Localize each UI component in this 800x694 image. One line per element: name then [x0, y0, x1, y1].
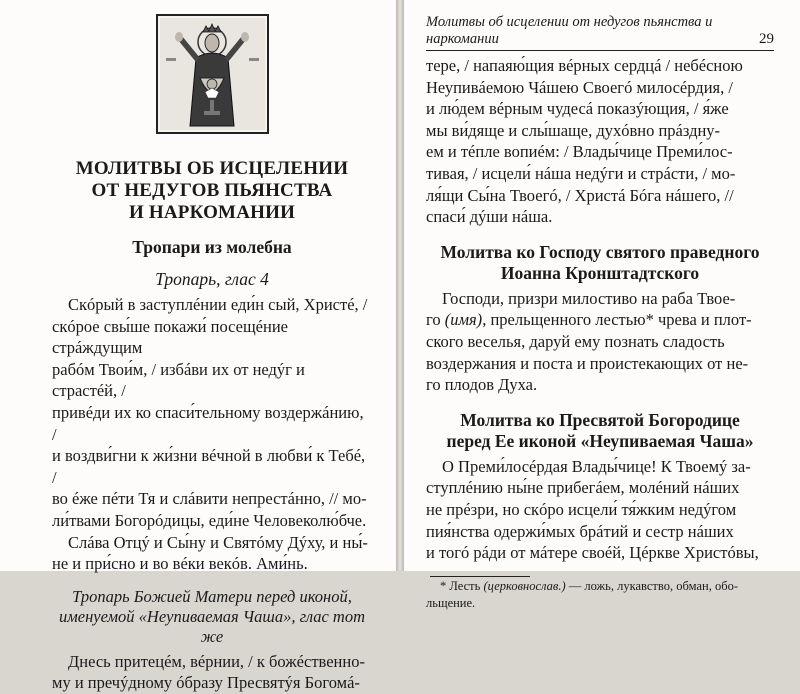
text-line: мы ви́дяще и слы́шаще, дуxóвно прáздну- [426, 120, 721, 140]
text-line: ем и тéпле вопиéм: / Влады́чице Преми́лос- [426, 142, 733, 162]
text-line [426, 331, 774, 353]
page-number: 29 [759, 31, 774, 47]
text-line [426, 288, 774, 310]
heading-line: именуемой «Неупиваемая Чаша», глас тот же [59, 606, 365, 646]
text-line: не и при́сно и во вéки векóв. Ами́нь. [52, 554, 308, 574]
footnote-text: — ложь, лукавство, обман, обо- [568, 578, 739, 593]
heading-line: Молитва ко Пресвятой Богородице [460, 409, 740, 430]
section-subtitle: Тропари из молебна [132, 237, 292, 257]
text-line: му и пречýдному óбразу Пресвятýя Богомá- [52, 673, 360, 693]
title-line: МОЛИТВЫ ОБ ИСЦЕЛЕНИИ [75, 158, 349, 179]
running-head [426, 14, 774, 51]
text-line: рабóм Твои́м, / избáви их от недýг и страстéй, / [52, 359, 305, 401]
icon-image [156, 14, 269, 134]
footnote-separator [430, 576, 530, 577]
footnote-line2: льщение. [426, 595, 476, 610]
text-line: тере, / напаяю́щия вéрных сердцá / небéсною [426, 56, 743, 75]
prayer1-title [426, 242, 774, 284]
text-line: не прéзри, но скóро исцели́ тя́жким недýгом [426, 499, 737, 519]
troparion2-text [52, 651, 372, 694]
text-line: во éже пéти Тя и слáвити непрестáнно, // мо- [52, 489, 367, 509]
heading-line: Иоанна Кронштадтского [500, 262, 700, 283]
title-line: ОТ НЕДУГОВ ПЬЯНСТВА [91, 180, 333, 201]
heading-line: Молитва ко Господу святого праведного [440, 241, 760, 262]
footnote [426, 579, 774, 594]
text-line: ли́твами Богорóдицы, еди́не Человеколю́бче. [52, 510, 367, 530]
text-line: тивая, / исцели́ нáша недýги и стрáсти, / мо- [426, 163, 736, 183]
footnote-italic: (церковнослав.) [483, 578, 566, 593]
text-line: Слáва Отцý и Сы́ну и Святóму Дýху, и ны́- [68, 532, 368, 552]
left-page [0, 0, 396, 693]
text-line [426, 374, 774, 396]
prayer2-title [426, 410, 774, 452]
text-line [426, 353, 774, 375]
text-line: и лю́дем вéрным чудесá показýющия, / я́же [426, 99, 729, 119]
text-span: ского веселья, даруй ему познать сладость [426, 331, 725, 351]
prayer2-text [426, 456, 774, 564]
troparion-tone-heading: Тропарь, глас 4 [155, 269, 269, 289]
text-line: ля́щи Сы́на Твоегó, / Христá Бóга нáшего, // [426, 185, 734, 205]
text-line [426, 309, 774, 331]
name-placeholder: (имя) [444, 310, 483, 330]
troparion2-heading [52, 587, 372, 647]
heading-line: перед Ее иконой «Неупиваемая Чаша» [446, 430, 754, 451]
text-line: привéди их ко спаси́тельному воздержáнию, / [52, 402, 364, 444]
text-line: и воздви́гни к жи́зни вéчной в любви́ к Тебé, / [52, 446, 366, 487]
troparion-text [52, 294, 372, 575]
right-page [404, 0, 800, 610]
text-span: Господи, призри милостиво на раба Твое- [442, 288, 736, 308]
troparion2-continuation [426, 55, 774, 228]
text-span: го плодов Духа. [426, 375, 538, 395]
text-line: и тогó рáди от мáтере своéй, Цéркве Христóвы, [426, 543, 759, 563]
text-span: го [426, 310, 445, 330]
text-span: , прельщенного лестью* чрева и плот- [482, 310, 752, 330]
text-line: спаси́ дýши нáша. [426, 207, 553, 227]
text-span: воздержания и поста и проистекающих от не- [426, 353, 749, 373]
text-line: ступлéнию ны́не прибегáем, молéний нáших [426, 478, 740, 498]
book-gutter [396, 0, 404, 571]
theotokos-icon [160, 18, 265, 130]
title-line: И НАРКОМАНИИ [128, 202, 296, 223]
text-line: Скóрый в заступлéнии еди́н сый, Христé, / [68, 295, 368, 314]
prayer1-text [426, 288, 774, 396]
text-line: Днесь притецéм, вéрнии, / к божéственно- [68, 651, 365, 671]
heading-line: Тропарь Божией Матери перед иконой, [72, 586, 352, 606]
text-line: пия́нства одержи́мых брáтий и сестр нáших [426, 521, 734, 541]
page-title [52, 158, 372, 224]
running-head-title: Молитвы об исцелении от недугов пьянства и наркомании [426, 14, 713, 47]
text-line: Неупивáемою Чáшею Своегó милосéрдия, / [426, 77, 733, 97]
text-line: О Преми́лосéрдая Влады́чице! К Твоемý за- [442, 456, 751, 476]
text-line: скóрое свы́ше покажи́ посещéние стрáждущим [52, 316, 288, 358]
footnote-lead: * Лесть [440, 578, 484, 593]
